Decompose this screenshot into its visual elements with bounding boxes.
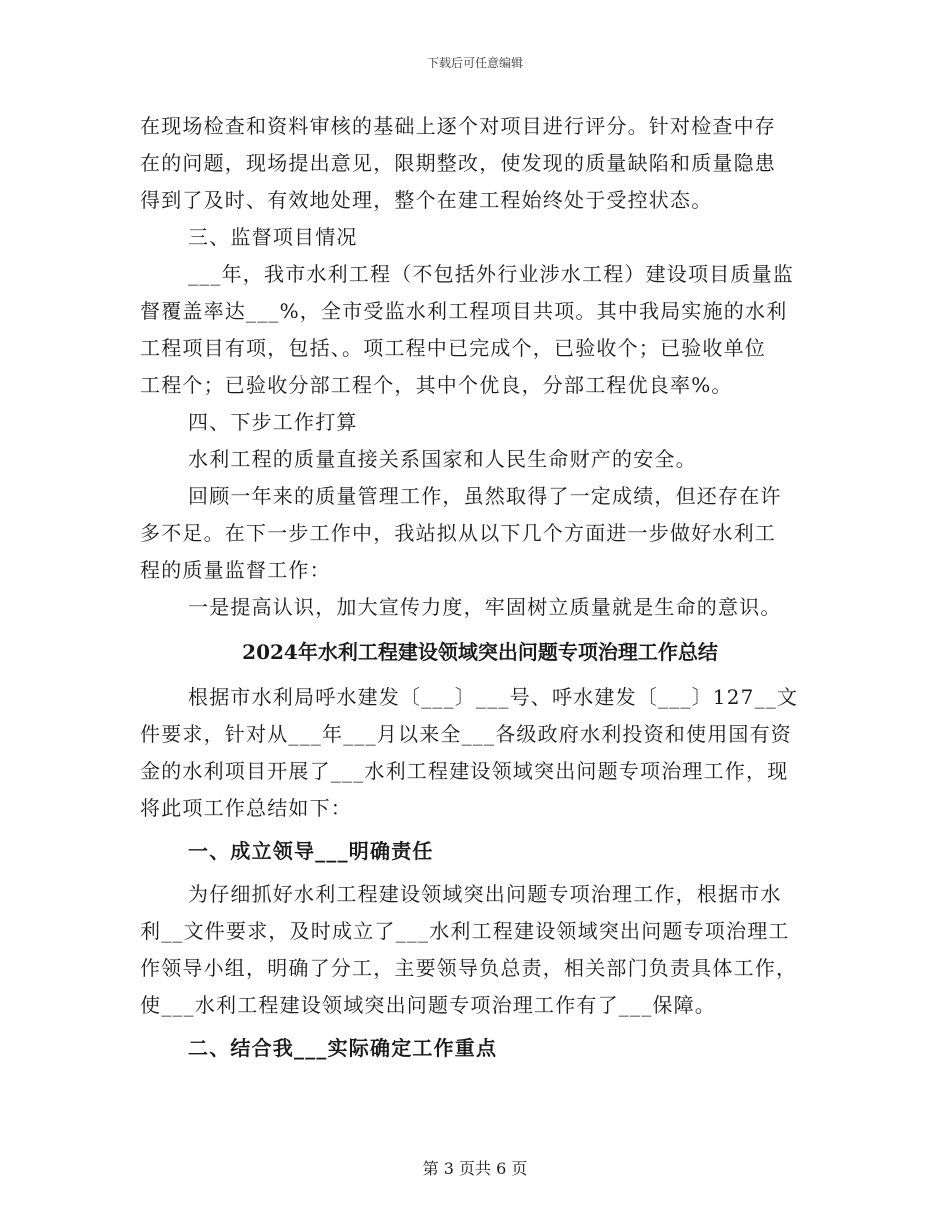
paragraph-line: 将此项工作总结如下： — [140, 796, 352, 820]
paragraph-line: 水利工程的质量直接关系国家和人民生命财产的安全。 — [188, 447, 697, 471]
paragraph-line: 作领导小组，明确了分工，主要领导负总责，相关部门负责具体工作， — [140, 956, 798, 980]
paragraph-line: 在现场检查和资料审核的基础上逐个对项目进行评分。针对检查中存 — [140, 114, 776, 138]
paragraph-line: 在的问题，现场提出意见，限期整改，使发现的质量缺陷和质量隐患 — [140, 151, 776, 175]
section-heading-next-steps: 四、下步工作打算 — [188, 410, 358, 434]
paragraph-line: 件要求，针对从___年___月以来全___各级政府水利投资和使用国有资 — [140, 722, 792, 746]
document-title: 2024年水利工程建设领域突出问题专项治理工作总结 — [242, 640, 718, 664]
paragraph-line: 工程个；已验收分部工程个，其中个优良，分部工程优良率%。 — [140, 373, 733, 397]
section-heading-leadership: 一、成立领导___明确责任 — [188, 839, 434, 863]
header-note: 下载后可任意编辑 — [426, 56, 523, 70]
document-body — [140, 108, 820, 1073]
paragraph-line: 一是提高认识，加大宣传力度，牢固树立质量就是生命的意识。 — [188, 595, 782, 619]
page-number: 第 3 页共 6 页 — [422, 1159, 528, 1178]
paragraph-line: 金的水利项目开展了___水利工程建设领域突出问题专项治理工作，现 — [140, 759, 789, 783]
paragraph-line: 回顾一年来的质量管理工作，虽然取得了一定成绩，但还存在许 — [188, 484, 782, 508]
paragraph-line: 程的质量监督工作： — [140, 558, 331, 582]
paragraph-line: 督覆盖率达___%，全市受监水利工程项目共项。其中我局实施的水利 — [140, 299, 788, 323]
paragraph-line: ___年，我市水利工程（不包括外行业涉水工程）建设项目质量监 — [188, 262, 794, 286]
section-heading-supervision: 三、监督项目情况 — [188, 225, 358, 249]
paragraph-line: 根据市水利局呼水建发〔___〕___号、呼水建发〔___〕127__文 — [188, 685, 799, 709]
paragraph-line: 利__文件要求，及时成立了___水利工程建设领域突出问题专项治理工 — [140, 919, 790, 943]
paragraph-line: 使___水利工程建设领域突出问题专项治理工作有了___保障。 — [140, 993, 716, 1017]
paragraph-line: 得到了及时、有效地处理，整个在建工程始终处于受控状态。 — [140, 188, 713, 212]
section-heading-focus: 二、结合我___实际确定工作重点 — [188, 1036, 498, 1060]
paragraph-line: 多不足。在下一步工作中，我站拟从以下几个方面进一步做好水利工 — [140, 521, 776, 545]
paragraph-line: 为仔细抓好水利工程建设领域突出问题专项治理工作，根据市水 — [188, 882, 782, 906]
paragraph-line: 工程项目有项，包括、。项工程中已完成个，已验收个；已验收单位 — [140, 336, 766, 360]
